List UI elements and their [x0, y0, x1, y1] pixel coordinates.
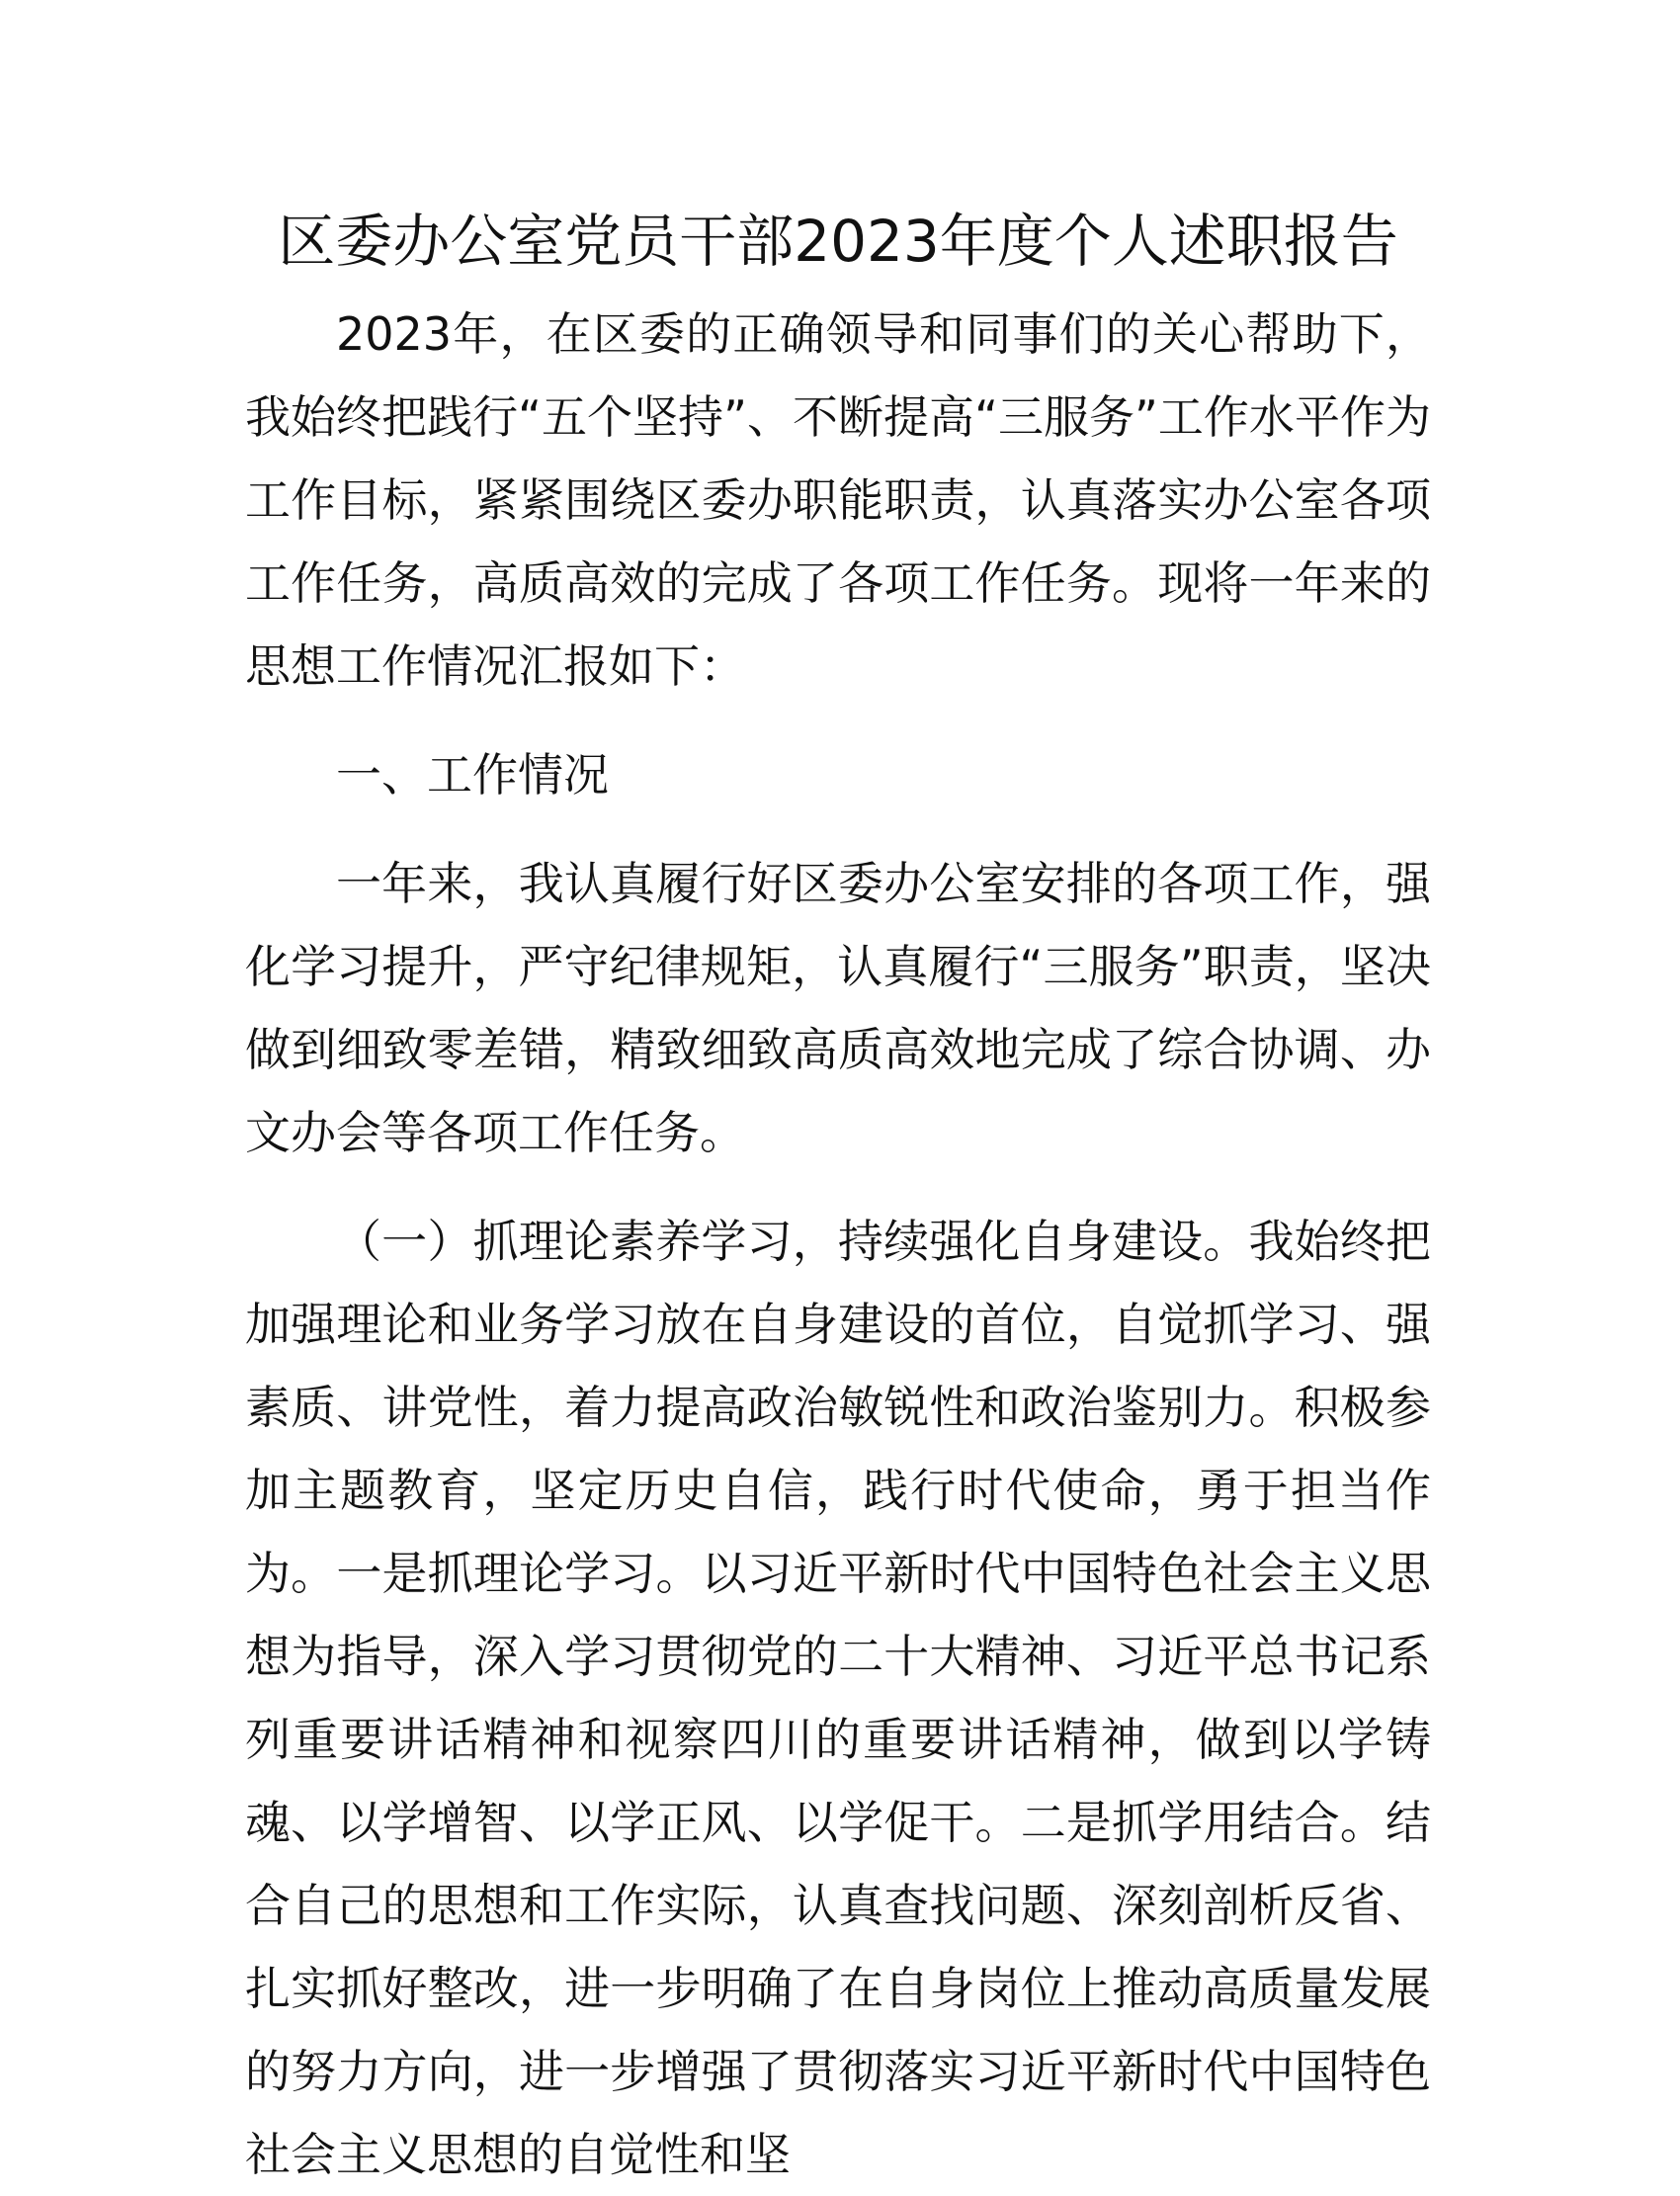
paragraph-theory-study: （一）抓理论素养学习，持续强化自身建设。我始终把加强理论和业务学习放在自身建设的首位，自觉抓学习、强素质、讲党性，着力提高政治敏锐性和政治鉴别力。积极参加主题教育，坚定历史自信，践行时代使命，勇于担当作为。一是抓理论学习。以习近平新时代中国特色社会主义思想为指导，深入学习贯彻党的二十大精神、习近平总书记系列重要讲话精神和视察四川的重要讲话精神，做到以学铸魂、以学增智、以学正风、以学促干。二是抓学用结合。结合自己的思想和工作实际，认真查找问题、深刻剖析反省、扎实抓好整改，进一步明确了在自身岗位上推动高质量发展的努力方向，进一步增强了贯彻落实习近平新时代中国特色社会主义思想的自觉性和坚	[245, 1215, 1431, 2181]
section-heading-work-situation: 一、工作情况	[336, 748, 609, 802]
document-body	[245, 196, 1431, 2196]
paragraph-intro: 2023年，在区委的正确领导和同事们的关心帮助下，我始终把践行“五个坚持”、不断提高“三服务”工作水平作为工作目标，紧紧围绕区委办职能职责，认真落实办公室各项工作任务，高质高效的完成了各项工作任务。现将一年来的思想工作情况汇报如下：	[245, 307, 1431, 693]
paragraph-work-summary: 一年来，我认真履行好区委办公室安排的各项工作，强化学习提升，严守纪律规矩，认真履行“三服务”职责，坚决做到细致零差错，精致细致高质高效地完成了综合协调、办文办会等各项工作任务。	[245, 857, 1431, 1159]
document-title: 区委办公室党员干部2023年度个人述职报告	[278, 208, 1398, 275]
